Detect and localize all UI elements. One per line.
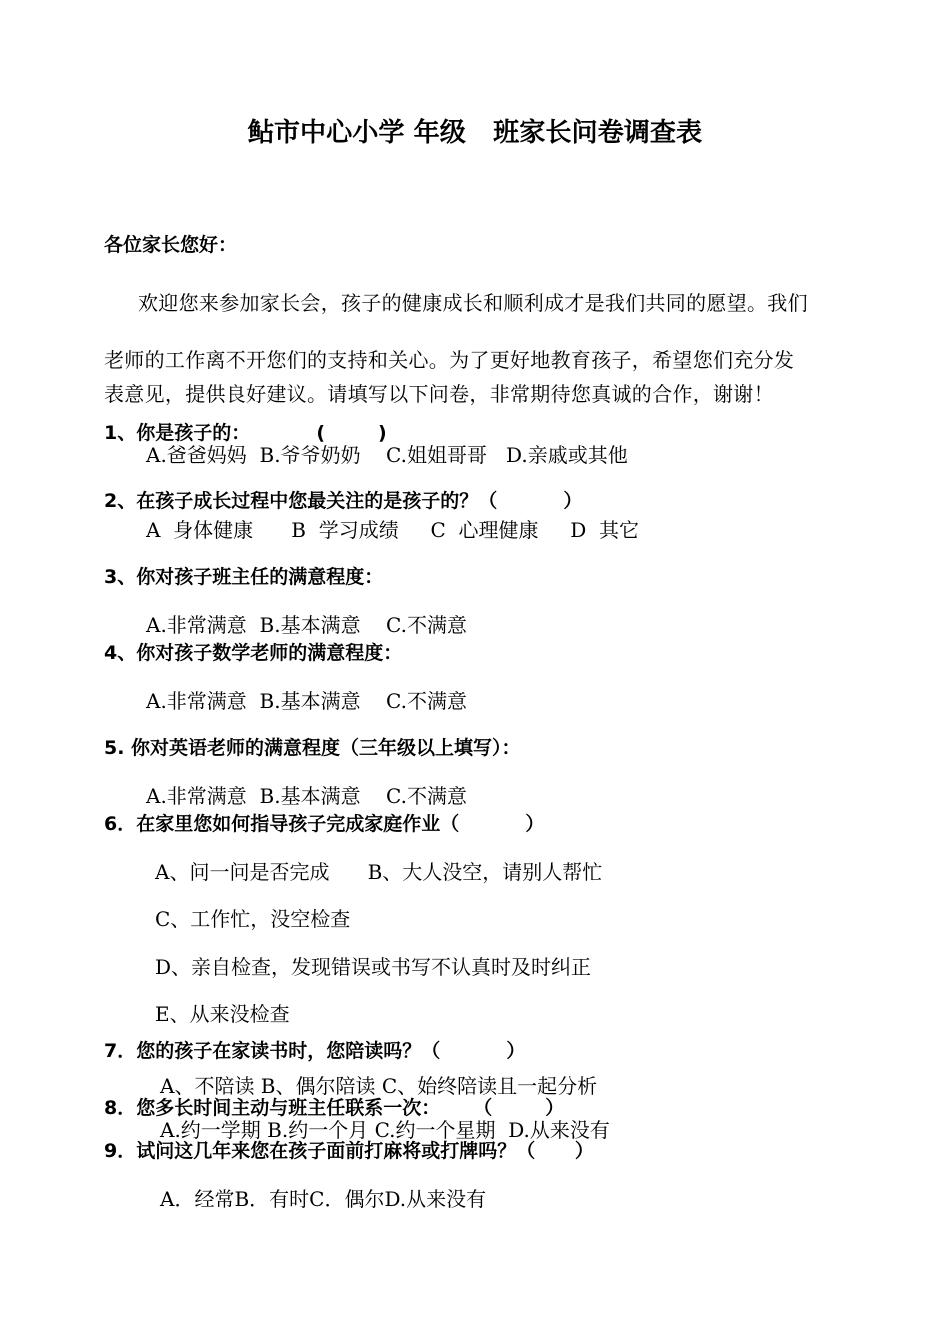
- question-5: 5. 你对英语老师的满意程度（三年级以上填写）：: [104, 737, 521, 759]
- question-8-options: A.约一学期 B.约一个月 C.约一个星期 D.从来没有: [160, 1118, 610, 1142]
- question-2-options: A 身体健康 B 学习成绩 C 心理健康 D 其它: [146, 518, 640, 542]
- question-6-option-c: C、工作忙，没空检查: [155, 907, 351, 931]
- question-7: 7．您的孩子在家读书时，您陪读吗？（ ）: [104, 1040, 526, 1062]
- page-title: 鲇市中心小学 年级 班家长问卷调查表: [247, 118, 703, 148]
- question-9: 9．试问这几年来您在孩子面前打麻将或打牌吗？（ ）: [104, 1140, 594, 1162]
- question-1-options: A.爸爸妈妈 B.爷爷奶奶 C.姐姐哥哥 D.亲戚或其他: [146, 443, 628, 467]
- question-3: 3、你对孩子班主任的满意程度：: [104, 566, 384, 588]
- question-1: 1、你是孩子的： ( ): [104, 422, 387, 444]
- question-6-option-ab: A、问一问是否完成 B、大人没空，请别人帮忙: [155, 860, 603, 884]
- question-7-options: A、不陪读 B、偶尔陪读 C、始终陪读且一起分析: [160, 1074, 598, 1098]
- intro-line-1: 欢迎您来参加家长会，孩子的健康成长和顺利成才是我们共同的愿望。我们: [138, 291, 808, 315]
- question-6-option-d: D、亲自检查，发现错误或书写不认真时及时纠正: [155, 955, 592, 979]
- intro-line-3: 表意见，提供良好建议。请填写以下问卷，非常期待您真诚的合作，谢谢！: [104, 382, 774, 406]
- question-6-option-e: E、从来没检查: [155, 1002, 290, 1026]
- question-2: 2、在孩子成长过程中您最关注的是孩子的？（ ）: [104, 490, 583, 512]
- question-3-options: A.非常满意 B.基本满意 C.不满意: [146, 613, 467, 637]
- question-8: 8．您多长时间主动与班主任联系一次： （ ）: [104, 1097, 565, 1119]
- question-5-options: A.非常满意 B.基本满意 C.不满意: [146, 784, 467, 808]
- question-6: 6．在家里您如何指导孩子完成家庭作业（ ）: [104, 813, 545, 835]
- question-4-options: A.非常满意 B.基本满意 C.不满意: [146, 689, 467, 713]
- intro-line-2: 老师的工作离不开您们的支持和关心。为了更好地教育孩子，希望您们充分发: [104, 348, 795, 372]
- greeting: 各位家长您好：: [104, 234, 238, 256]
- question-9-options: A．经常B．有时C．偶尔D.从来没有: [160, 1187, 487, 1211]
- question-4: 4、你对孩子数学老师的满意程度：: [104, 642, 403, 664]
